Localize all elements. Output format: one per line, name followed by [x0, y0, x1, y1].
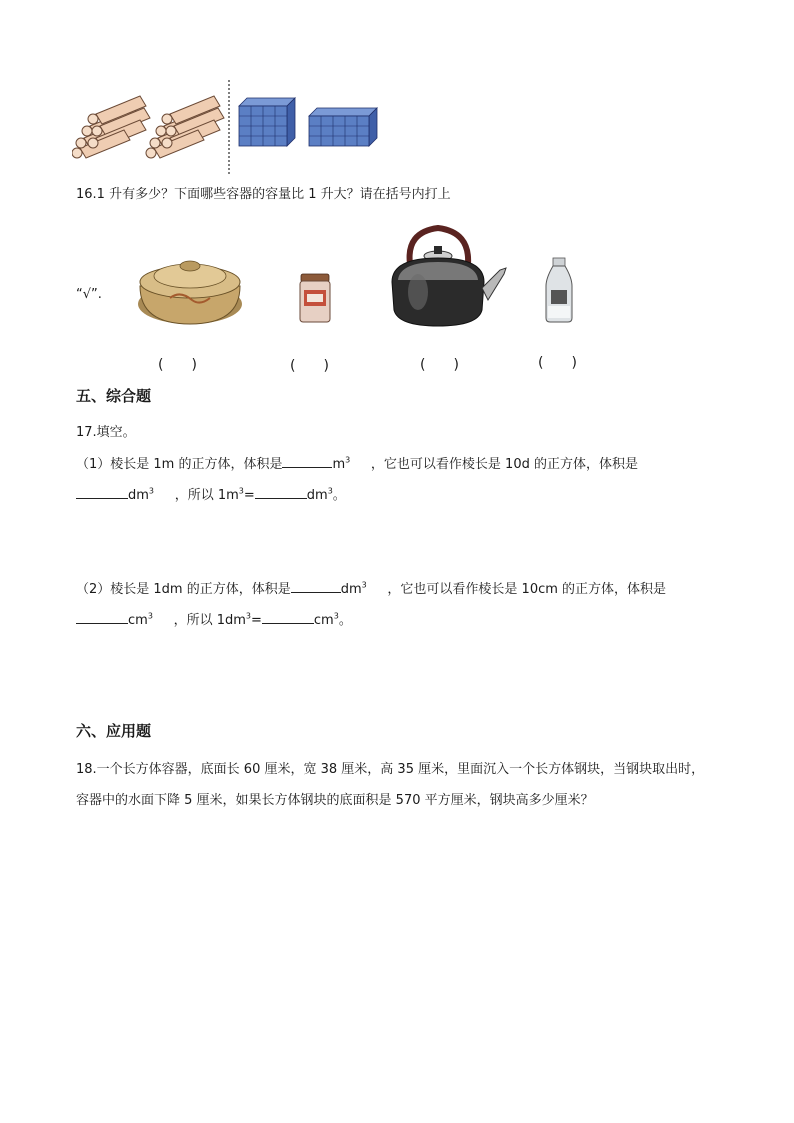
- q18-line1: 18.一个长方体容器，底面长 60 厘米，宽 38 厘米，高 35 厘米，里面沉入一个长方体钢块，当钢块取出时，: [76, 762, 705, 777]
- answer-paren-kettle[interactable]: ( ): [420, 357, 459, 373]
- q17-part2-line1: （2）棱长是 1dm 的正方体，体积是 $dm^3$ ，它也可以看作棱长是 10cm 的正方体，体积是: [76, 580, 667, 597]
- blank-5[interactable]: [76, 611, 128, 624]
- blank-3[interactable]: [255, 486, 307, 499]
- answer-paren-jar[interactable]: ( ): [290, 358, 329, 374]
- blank-6[interactable]: [262, 611, 314, 624]
- top-figure: [72, 78, 392, 178]
- blank-2[interactable]: [76, 486, 128, 499]
- log-bundle-1: [72, 96, 150, 158]
- q17-title: 17.填空。: [76, 425, 136, 440]
- jar-icon: [298, 272, 332, 324]
- cube-block-2: [309, 108, 377, 146]
- q18-line2: 容器中的水面下降 5 厘米，如果长方体钢块的底面积是 570 平方厘米，钢块高多少厘米？: [76, 793, 594, 808]
- q17-part1-line1: （1）棱长是 1m 的正方体，体积是 $m^3$ ，它也可以看作棱长是 10d 的正方体，体积是: [76, 455, 638, 472]
- section-5-heading: 五、综合题: [76, 387, 152, 405]
- bottle-icon: [542, 256, 576, 324]
- q16-mark: “√”.: [76, 287, 102, 302]
- answer-paren-bottle[interactable]: ( ): [538, 355, 577, 371]
- answer-paren-pot[interactable]: ( ): [158, 357, 197, 373]
- section-6-heading: 六、应用题: [76, 722, 152, 740]
- pot-icon: [134, 252, 246, 328]
- log-bundle-2: [146, 96, 224, 158]
- q17-part1-line2: $dm^3$ ，所以 $1m^3= dm^3$。: [76, 486, 346, 505]
- log-bundles-and-cubes-image: [72, 78, 392, 178]
- kettle-icon: [388, 222, 510, 328]
- blank-4[interactable]: [291, 580, 341, 593]
- q17-part2-line2: $cm^3$ ，所以 $1dm^3= cm^3$。: [76, 611, 352, 630]
- cube-block-1: [239, 98, 295, 146]
- blank-1[interactable]: [282, 455, 332, 468]
- q16-text: 16.1 升有多少？下面哪些容器的容量比 1 升大？请在括号内打上: [76, 187, 451, 202]
